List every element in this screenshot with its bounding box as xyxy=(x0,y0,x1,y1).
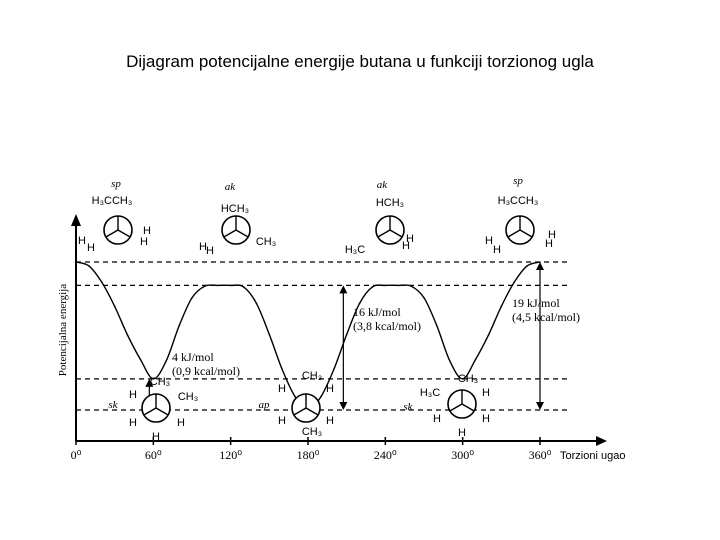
curve-point xyxy=(230,285,232,287)
label-ak-right: ak xyxy=(376,179,388,191)
curve-point xyxy=(178,325,180,327)
newman-ap-bottom: CH₃ xyxy=(301,426,323,438)
x-tick-label: 120⁰ xyxy=(219,448,243,462)
label-ap: ap xyxy=(258,399,270,411)
newman-sp-left-h-right: H xyxy=(143,225,151,237)
curve-point xyxy=(88,265,90,267)
curve-point xyxy=(372,286,374,288)
curve-point xyxy=(346,334,348,336)
newman-ak-right-h-right: H xyxy=(406,233,414,245)
curve-point xyxy=(359,302,361,304)
newman-sk-left-ch3: CH₃ xyxy=(177,391,199,403)
newman-sk-left-top: CH₃ xyxy=(149,376,171,388)
newman-ak-right-h3c: H₃C xyxy=(344,244,366,256)
curve-point xyxy=(243,286,245,288)
curve-point xyxy=(423,297,425,299)
newman-ap-top: CH₃ xyxy=(301,370,323,382)
x-tick-label: 240⁰ xyxy=(373,448,397,462)
curve-point xyxy=(140,359,142,361)
newman-sp-left xyxy=(104,216,132,244)
x-tick-label: 360⁰ xyxy=(528,448,552,462)
curve-point xyxy=(217,285,219,287)
curve-point xyxy=(281,369,283,371)
newman-sp-left-h-br: H xyxy=(140,236,148,248)
y-axis-arrowhead xyxy=(71,214,81,226)
newman-ap xyxy=(292,394,320,422)
annotation-4kj-line2: (0,9 kcal/mol) xyxy=(172,364,240,378)
newman-ak-right-h-br: H xyxy=(402,240,410,252)
newman-sp-right-h-br: H xyxy=(545,238,553,250)
newman-ak-left-ch3: CH₃ xyxy=(255,236,277,248)
curve-point xyxy=(320,396,322,398)
x-axis-arrowhead xyxy=(596,436,607,446)
x-axis-label: Torzioni ugao xyxy=(560,450,626,462)
newman-sp-right xyxy=(506,216,534,244)
curve-point xyxy=(410,285,412,287)
newman-sk-right-h3c: H₃C xyxy=(419,387,441,399)
energy-curve xyxy=(76,262,540,410)
curve-point xyxy=(475,359,477,361)
curve-point xyxy=(191,297,193,299)
newman-sp-right-top: H₃CCH₃ xyxy=(497,195,539,207)
curve-point xyxy=(101,281,103,283)
newman-ap-h-bl: H xyxy=(278,415,286,427)
newman-sk-right-h-br: H xyxy=(482,413,490,425)
newman-ap-h-br: H xyxy=(326,415,334,427)
newman-sk-left-h-br: H xyxy=(177,417,185,429)
label-sk-left: sk xyxy=(108,399,118,411)
arrow-19kj-head-bottom xyxy=(536,402,544,410)
curve-point xyxy=(449,360,451,362)
curve-point xyxy=(294,396,296,398)
newman-sk-right-top: CH₃ xyxy=(457,373,479,385)
newman-sk-right xyxy=(448,390,476,418)
curve-point xyxy=(165,360,167,362)
x-tick-label: 300⁰ xyxy=(451,448,475,462)
x-tick-label: 0⁰ xyxy=(70,448,82,462)
curve-point xyxy=(501,306,503,308)
newman-sk-left xyxy=(142,394,170,422)
newman-sk-left-h-left: H xyxy=(129,389,137,401)
arrow-19kj-head-top xyxy=(536,262,544,270)
curve-point xyxy=(526,265,528,267)
annotation-16kj-line2: (3,8 kcal/mol) xyxy=(353,319,421,333)
newman-ak-left-h-bl: H xyxy=(206,245,214,257)
newman-sp-right-h-right: H xyxy=(548,229,556,241)
curve-point xyxy=(269,334,271,336)
label-sp-left: sp xyxy=(111,178,121,190)
newman-sp-right-h-left: H xyxy=(485,235,493,247)
newman-sp-left-top: H₃CCH₃ xyxy=(91,195,133,207)
newman-sk-right-h-bl: H xyxy=(433,413,441,425)
x-tick-label: 60⁰ xyxy=(144,448,162,462)
curve-point xyxy=(127,334,129,336)
newman-sk-right-h-right: H xyxy=(482,387,490,399)
curve-point xyxy=(333,369,335,371)
newman-ap-h-left: H xyxy=(278,383,286,395)
newman-ak-left-top: HCH₃ xyxy=(220,203,250,215)
annotation-16kj-line1: 16 kJ/mol xyxy=(353,305,401,319)
curve-point xyxy=(256,302,258,304)
curve-point xyxy=(436,325,438,327)
newman-ak-right-top: HCH₃ xyxy=(375,197,405,209)
y-axis-label: Potencijalna energija xyxy=(57,283,69,377)
curve-point xyxy=(513,281,515,283)
arrow-16kj-head-bottom xyxy=(339,402,347,410)
label-sk-right: sk xyxy=(403,401,413,413)
newman-sk-left-h-bottom: H xyxy=(152,431,160,443)
chart-title: Dijagram potencijalne energije butana u funkciji torzionog ugla xyxy=(126,52,594,71)
annotation-19kj-line1: 19 kJ/mol xyxy=(512,296,560,310)
arrow-16kj-head-top xyxy=(339,285,347,293)
newman-ak-left xyxy=(222,216,250,244)
newman-ap-h-right: H xyxy=(326,383,334,395)
newman-sp-left-h-left: H xyxy=(78,235,86,247)
newman-sp-left-h-bl: H xyxy=(87,242,95,254)
curve-point xyxy=(488,334,490,336)
curve-point xyxy=(204,285,206,287)
label-ak-left: ak xyxy=(224,181,236,193)
annotation-4kj-line1: 4 kJ/mol xyxy=(172,350,214,364)
newman-sk-right-h-bottom: H xyxy=(458,427,466,439)
curve-point xyxy=(397,285,399,287)
x-tick-label: 180⁰ xyxy=(296,448,320,462)
newman-sk-left-h-bl: H xyxy=(129,417,137,429)
label-sp-right: sp xyxy=(513,175,523,187)
curve-point xyxy=(75,261,77,263)
newman-sp-right-h-bl: H xyxy=(493,244,501,256)
annotation-19kj-line2: (4,5 kcal/mol) xyxy=(512,310,580,324)
newman-ak-left-h-left: H xyxy=(199,241,207,253)
curve-point xyxy=(385,285,387,287)
newman-ak-right xyxy=(376,216,404,244)
curve-point xyxy=(114,306,116,308)
